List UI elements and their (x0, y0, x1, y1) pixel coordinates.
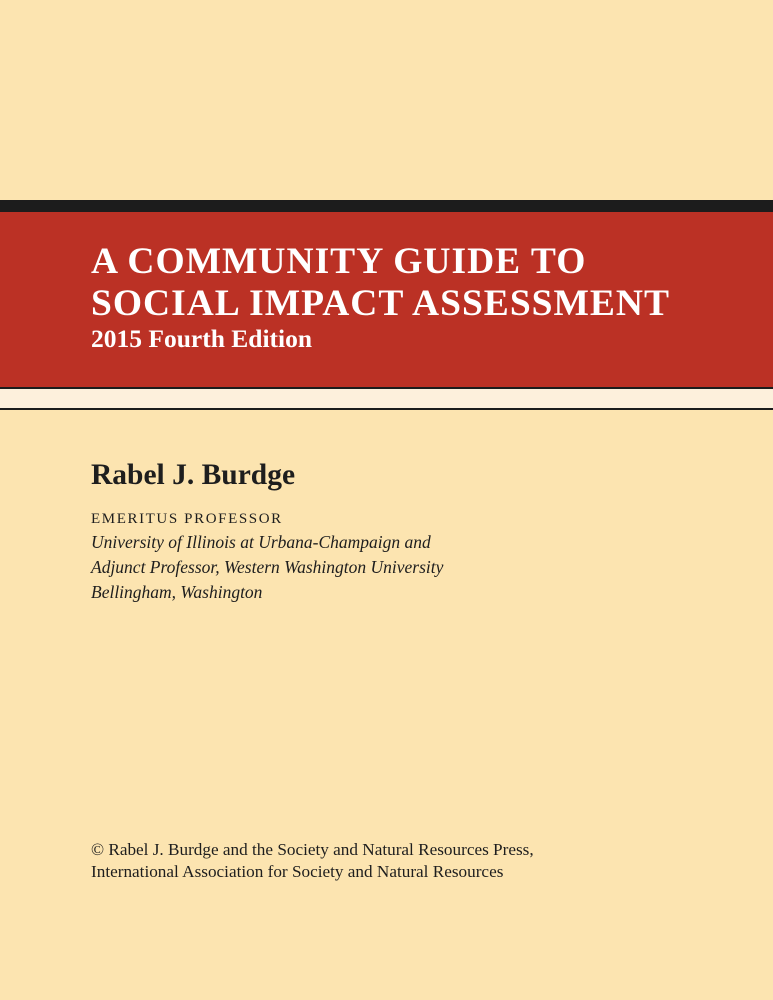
copyright-line-2: International Association for Society and Natural Resources (91, 862, 504, 881)
cream-stripe (0, 389, 773, 408)
author-rank: EMERITUS PROFESSOR (91, 511, 283, 527)
edition-label: 2015 Fourth Edition (91, 324, 313, 353)
author-affiliation-line-3: Bellingham, Washington (91, 582, 263, 602)
title-line-2: SOCIAL IMPACT ASSESSMENT (91, 283, 671, 324)
copyright-line-1: © Rabel J. Burdge and the Society and Natural Resources Press, (91, 840, 534, 859)
author-name: Rabel J. Burdge (91, 459, 296, 491)
top-black-band (0, 200, 773, 212)
title-line-1: A COMMUNITY GUIDE TO (91, 241, 587, 282)
cream-stripe-bottom-rule (0, 408, 773, 410)
author-affiliation-line-2: Adjunct Professor, Western Washington University (91, 557, 444, 577)
author-affiliation-line-1: University of Illinois at Urbana-Champaign and (91, 532, 431, 552)
